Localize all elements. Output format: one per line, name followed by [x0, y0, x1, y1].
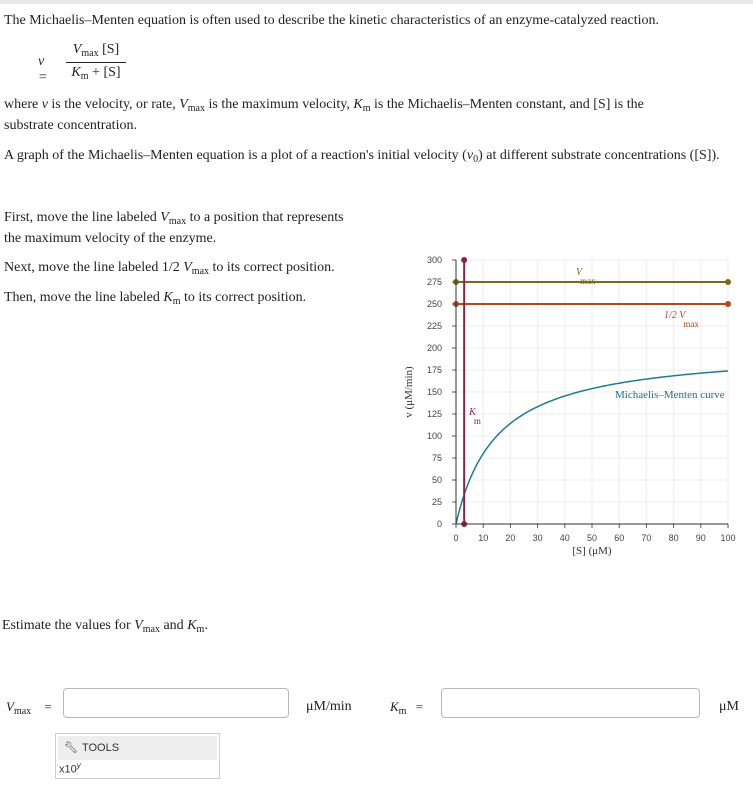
x-axis-label: [S] (μM) [572, 545, 612, 557]
y-tick-label: 300 [426, 255, 442, 265]
vmax-unit: μM/min [306, 699, 352, 714]
y-tick-label: 25 [431, 497, 442, 507]
vmax-line-label: V max [576, 267, 596, 286]
tools-panel [55, 733, 220, 779]
instruction-first-line2: the maximum velocity of the enzyme. [4, 231, 217, 246]
equation-denominator: $K_m + [S]$ [71, 65, 121, 82]
x-tick-label: 20 [505, 533, 516, 543]
intro-text: The Michaelis–Menten equation is often used to describe the kinetic characteristics of an enzyme-catalyzed reaction. [4, 13, 660, 28]
vmax-input[interactable] [63, 688, 289, 718]
instruction-then: Then, move the line labeled $K_m$ to its correct position. [4, 290, 307, 307]
y-axis-label: v (μM/min) [403, 366, 415, 418]
x-tick-label: 60 [614, 533, 625, 543]
x-tick-label: 0 [453, 533, 459, 543]
equation-numerator: $V_{max}$ [S] [72, 42, 120, 59]
estimate-prompt: Estimate the values for $V_{max}$ and $K_m$. [2, 618, 208, 635]
vmax-label: $V_{max}$ = [6, 699, 52, 717]
x-tick-label: 30 [532, 533, 543, 543]
y-tick-label: 150 [426, 387, 442, 397]
y-tick-label: 225 [426, 321, 442, 331]
x-tick-label: 90 [695, 533, 706, 543]
y-tick-label: 50 [431, 475, 442, 485]
km-label: $K_m$ = [390, 699, 424, 717]
half-vmax-line-label: 1/2 V max [664, 310, 699, 329]
fraction-bar [66, 62, 126, 63]
graph-description: A graph of the Michaelis–Menten equation is a plot of a reaction's initial velocity $(v_0)$ at different substrate concentrations ([S]). [4, 148, 720, 165]
x-tick-label: 100 [720, 533, 736, 543]
km-line-label: K m [469, 407, 481, 426]
equation-fraction [66, 42, 126, 81]
equation-lhs: v = [38, 54, 48, 85]
km-unit: μM [719, 699, 739, 714]
y-tick-label: 0 [436, 519, 442, 529]
tools-label: TOOLS [81, 742, 120, 754]
instruction-next: Next, move the line labeled 1/2 $V_{max}$ to its correct position. [4, 260, 335, 277]
y-tick-label: 175 [426, 365, 442, 375]
top-border [0, 0, 753, 4]
half-vmax-line-handle[interactable] [725, 301, 731, 307]
where-text: where v is the velocity, or rate, $V_{max}$ is the maximum velocity, $K_m$ is the Michaelis–Menten constant, and [S] is the [4, 97, 644, 114]
km-input[interactable] [441, 688, 700, 718]
scientific-notation-button[interactable]: x10$^y$ [59, 761, 81, 776]
chart-svg[interactable] [392, 248, 740, 564]
vmax-line-handle[interactable] [725, 279, 731, 285]
y-tick-label: 250 [426, 299, 442, 309]
michaelis-menten-graph[interactable] [392, 248, 740, 564]
y-tick-label: 100 [426, 431, 442, 441]
curve-label: Michaelis–Menten curve [615, 389, 725, 402]
x-tick-label: 40 [559, 533, 570, 543]
y-tick-label: 125 [426, 409, 442, 419]
y-tick-label: 75 [431, 453, 442, 463]
y-tick-label: 275 [426, 277, 442, 287]
where-text-line2: substrate concentration. [4, 118, 137, 133]
km-line-handle[interactable] [461, 257, 467, 263]
y-tick-label: 200 [426, 343, 442, 353]
x-tick-label: 10 [478, 533, 489, 543]
x-tick-label: 80 [668, 533, 679, 543]
wrench-icon: 🔧︎ [64, 742, 78, 754]
x-tick-label: 50 [586, 533, 598, 543]
x-tick-label: 70 [641, 533, 652, 543]
instruction-first: First, move the line labeled $V_{max}$ to a position that represents [4, 210, 344, 227]
tools-button[interactable] [58, 736, 217, 760]
